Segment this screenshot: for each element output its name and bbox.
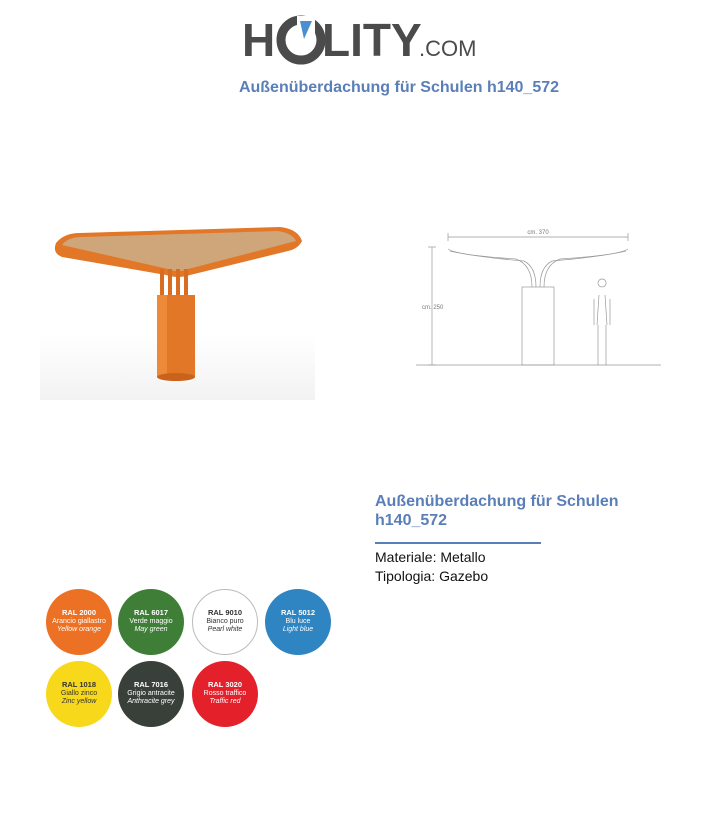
- swatch-ral-2000[interactable]: [46, 589, 112, 655]
- swatch-name-en: Light blue: [282, 626, 314, 634]
- logo-letters-lity: LITY: [322, 14, 422, 66]
- holity-logo[interactable]: [242, 12, 482, 68]
- swatch-name-en: May green: [134, 626, 168, 634]
- swatch-code: RAL 2000: [61, 608, 97, 618]
- swatch-ral-7016[interactable]: [118, 661, 184, 727]
- height-dimension-label: cm. 250: [422, 305, 444, 311]
- width-dimension-label: cm. 370: [527, 230, 549, 236]
- swatch-code: RAL 1018: [61, 680, 97, 690]
- swatch-name-en: Pearl white: [207, 626, 243, 634]
- swatch-name-en: Anthracite grey: [127, 698, 175, 706]
- title-divider: [375, 542, 541, 544]
- swatch-code: RAL 5012: [280, 608, 316, 618]
- swatch-name-en: Yellow orange: [57, 626, 101, 634]
- technical-drawing: [416, 225, 661, 370]
- swatch-code: RAL 6017: [133, 608, 169, 618]
- type-line: Tipologia: Gazebo: [375, 568, 489, 584]
- swatch-name-it: Giallo zinco: [60, 689, 98, 697]
- swatch-ral-5012[interactable]: [265, 589, 331, 655]
- swatch-name-it: Bianco puro: [206, 617, 244, 625]
- product-image: [40, 205, 315, 400]
- page-title: Außenüberdachung für Schulen h140_572: [238, 79, 560, 96]
- globe-o-icon: [281, 16, 321, 60]
- swatch-name-it: Arancio giallastro: [52, 617, 106, 625]
- swatch-name-it: Rosso traffico: [203, 689, 247, 697]
- swatch-ral-9010[interactable]: [192, 589, 258, 655]
- material-line: Materiale: Metallo: [375, 549, 486, 565]
- swatch-name-it: Grigio antracite: [127, 689, 175, 697]
- swatch-code: RAL 3020: [207, 680, 243, 690]
- swatch-ral-1018[interactable]: [46, 661, 112, 727]
- swatch-ral-6017[interactable]: [118, 589, 184, 655]
- swatch-name-en: Zinc yellow: [61, 698, 97, 706]
- logo-letter-h: H: [242, 14, 276, 66]
- product-info: [375, 492, 675, 586]
- swatch-ral-3020[interactable]: [192, 661, 258, 727]
- swatch-name-en: Traffic red: [209, 698, 241, 706]
- swatch-name-it: Blu luce: [285, 617, 311, 625]
- swatch-code: RAL 9010: [207, 608, 243, 618]
- product-info-title: Außenüberdachung für Schulen h140_572: [375, 493, 619, 529]
- color-swatches: [46, 589, 336, 734]
- swatch-code: RAL 7016: [133, 680, 169, 690]
- logo-dotcom: .COM: [419, 36, 477, 61]
- swatch-name-it: Verde maggio: [129, 617, 173, 625]
